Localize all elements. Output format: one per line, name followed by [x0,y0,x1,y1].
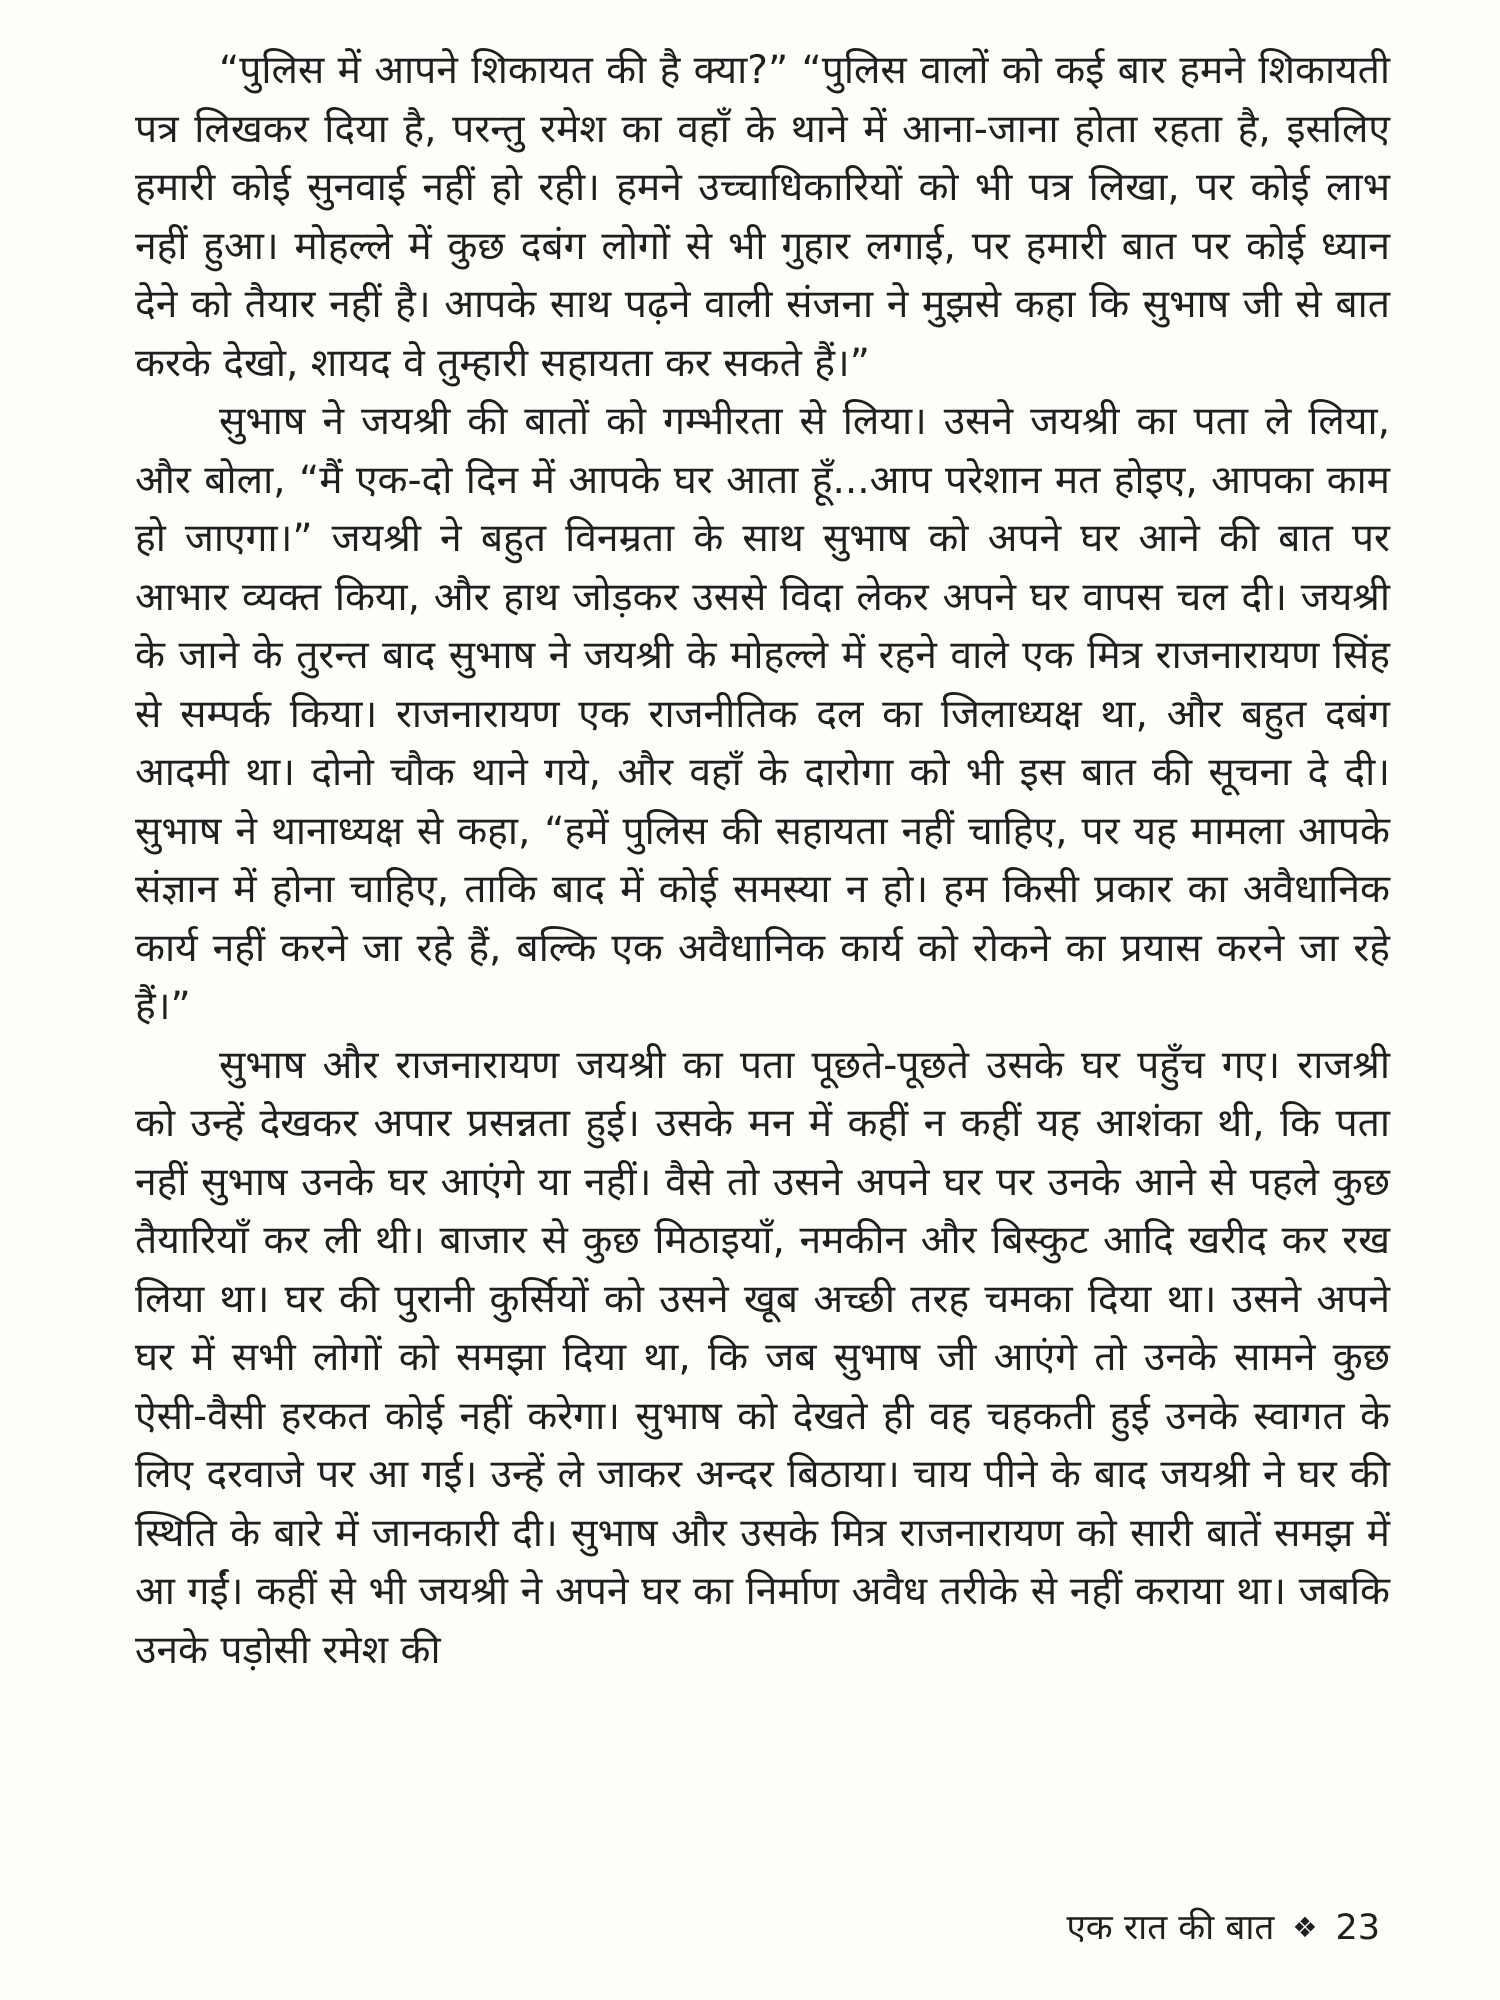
footer-separator-icon: ❖ [1292,1910,1318,1944]
page-number: 23 [1335,1908,1380,1948]
page-body [135,42,1390,1680]
paragraph-2: सुभाष ने जयश्री की बातों को गम्भीरता से लिया। उसने जयश्री का पता ले लिया, और बोला, “मैं एक-दो दिन में आपके घर आता हूँ...आप परेशान मत होइए, आपका काम हो जाएगा।” जयश्री ने बहुत विनम्रता के साथ सुभाष को अपने घर आने की बात पर आभार व्यक्त किया, और हाथ जोड़कर उससे विदा लेकर अपने घर वापस चल दी। जयश्री के जाने के तुरन्त बाद सुभाष ने जयश्री के मोहल्ले में रहने वाले एक मित्र राजनारायण सिंह से सम्पर्क किया। राजनारायण एक राजनीतिक दल का जिलाध्यक्ष था, और बहुत दबंग आदमी था। दोनो चौक थाने गये, और वहाँ के दारोगा को भी इस बात की सूचना दे दी। सुभाष ने थानाध्यक्ष से कहा, “हमें पुलिस की सहायता नहीं चाहिए, पर यह मामला आपके संज्ञान में होना चाहिए, ताकि बाद में कोई समस्या न हो। हम किसी प्रकार का अवैधानिक कार्य नहीं करने जा रहे हैं, बल्कि एक अवैधानिक कार्य को रोकने का प्रयास करने जा रहे हैं।” [135,399,1390,1029]
paragraph-1: “पुलिस में आपने शिकायत की है क्या?” “पुलिस वालों को कई बार हमने शिकायती पत्र लिखकर दिया है, परन्तु रमेश का वहाँ के थाने में आना-जाना होता रहता है, इसलिए हमारी कोई सुनवाई नहीं हो रही। हमने उच्चाधिकारियों को भी पत्र लिखा, पर कोई लाभ नहीं हुआ। मोहल्ले में कुछ दबंग लोगों से भी गुहार लगाई, पर हमारी बात पर कोई ध्यान देने को तैयार नहीं है। आपके साथ पढ़ने वाली संजना ने मुझसे कहा कि सुभाष जी से बात करके देखो, शायद वे तुम्हारी सहायता कर सकते हैं।” [135,48,1390,386]
page-footer [1066,1908,1380,1948]
book-title: एक रात की बात [1066,1908,1275,1948]
paragraph-3: सुभाष और राजनारायण जयश्री का पता पूछते-पूछते उसके घर पहुँच गए। राजश्री को उन्हें देखकर अपार प्रसन्नता हुई। उसके मन में कहीं न कहीं यह आशंका थी, कि पता नहीं सुभाष उनके घर आएंगे या नहीं। वैसे तो उसने अपने घर पर उनके आने से पहले कुछ तैयारियाँ कर ली थी। बाजार से कुछ मिठाइयाँ, नमकीन और बिस्कुट आदि खरीद कर रख लिया था। घर की पुरानी कुर्सियों को उसने खूब अच्छी तरह चमका दिया था। उसने अपने घर में सभी लोगों को समझा दिया था, कि जब सुभाष जी आएंगे तो उनके सामने कुछ ऐसी-वैसी हरकत कोई नहीं करेगा। सुभाष को देखते ही वह चहकती हुई उनके स्वागत के लिए दरवाजे पर आ गई। उन्हें ले जाकर अन्दर बिठाया। चाय पीने के बाद जयश्री ने घर की स्थिति के बारे में जानकारी दी। सुभाष और उसके मित्र राजनारायण को सारी बातें समझ में आ गईं। कहीं से भी जयश्री ने अपने घर का निर्माण अवैध तरीके से नहीं कराया था। जबकि उनके पड़ोसी रमेश की [135,1042,1390,1673]
